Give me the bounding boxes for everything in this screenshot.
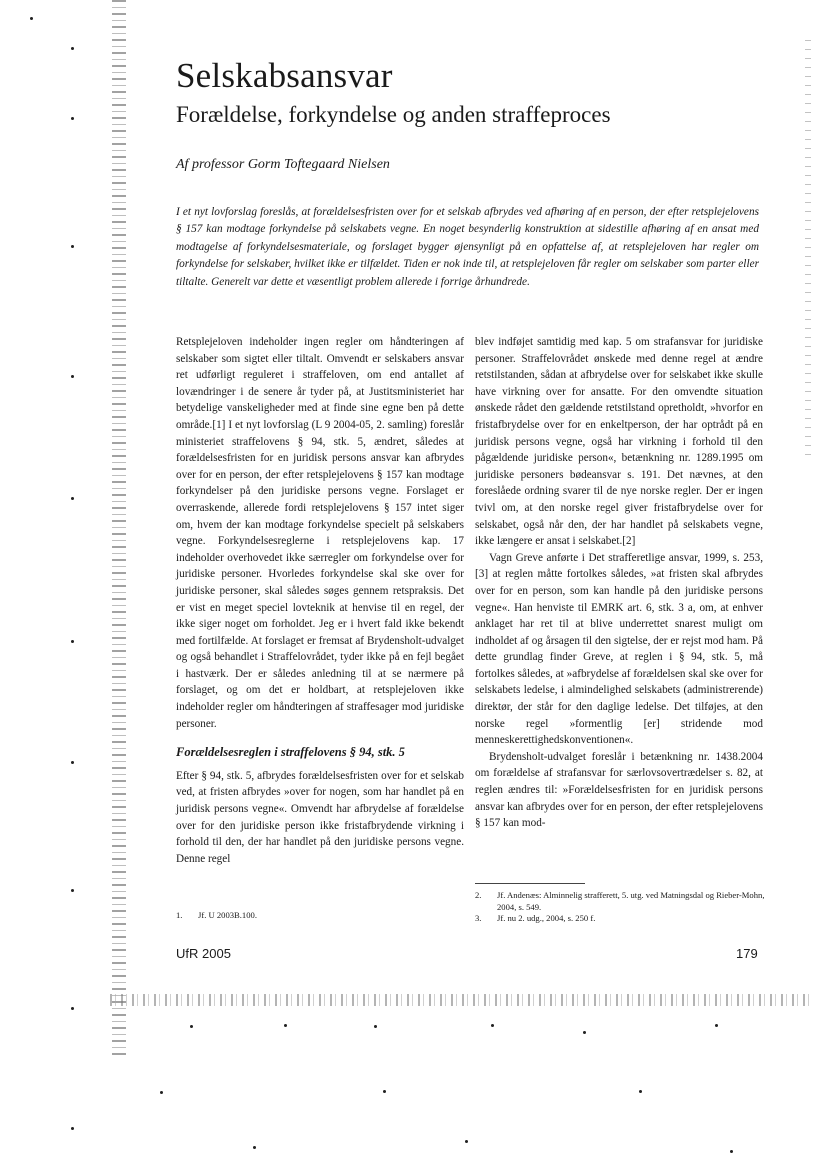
scan-speck [71,117,74,120]
scan-speck [491,1024,494,1027]
scan-speck [71,497,74,500]
scan-speck [71,375,74,378]
footnote-number: 1. [176,910,183,920]
paragraph: Retsplejeloven indeholder ingen regler om håndteringen af selskaber som sigtet eller tiltalt. Omvendt er selskabers ansvar ret udførligt reguleret i straffeloven, om end antallet af lovændringer i de senere år tyder på, at Justitsministeriet har betydelige vanskeligheder med at finde sine egne ben på dette område.[1] I et nyt lovforslag (L 9 2004-05, 2. samling) foreslår ministeriet straffelovens § 94, stk. 5, ændret, således at forældelsesfristen for en juridisk persons ansvar kan afbrydes over for en person, der efter retsplejelovens § 157 kan modtage forkyndelser på den juridiske persons vegne. Forslaget er overraskende, allerede fordi retsplejelovens § 157 intet siger om, hvem der kan modtage forkyndelse specielt på selskabers vegne. Forkyndelsesreglerne i retsplejelovens kap. 17 indeholder overhovedet ikke særregler om forkyndelse over for juridiske personer. Hvorledes forkyndelse skal ske over for juridiske personer, skal således søges gennem retspraksis. Det er vist en meget speciel lovteknik at henvise til en regel, der ikke siger noget om forholdet. Jeg er i hvert fald ikke bekendt med fortilfælde. At forslaget er fremsat af Brydensholt-udvalget og også behandlet i Straffelovrådet, tyder ikke på en fejl begået i hastværk. Der er således anledning til at se nærmere på forslaget, og om det er holdbart, at retsplejeloven ikke indeholder regler om håndteringen af straffesager mod juridiske personer. [176,336,464,730]
body-column-left [176,334,464,867]
scan-speck [160,1091,163,1094]
scan-binding-edge [112,0,126,1060]
scan-speck [71,47,74,50]
scan-speck [71,761,74,764]
scan-speck [71,1127,74,1130]
scan-speck [71,1007,74,1010]
footnote-3 [475,913,765,925]
scan-speck [715,1024,718,1027]
section-heading: Forældelsesreglen i straffelovens § 94, stk. 5 [176,745,405,760]
scan-speck [30,17,33,20]
footnotes-right [475,883,765,925]
footnote-2 [475,890,765,913]
footnote-1 [176,909,257,921]
lead-abstract: I et nyt lovforslag foreslås, at forældelsesfristen over for et selskab afbrydes ved afhøring af en person, der efter retsplejelovens § 157 kan modtage forkyndelse på selskabets vegne. En noget besynderlig konstruktion at sidestille afhøring af en ansat med modtagelse af forkyndelsesmateriale, og forslaget bygger øjensynligt på en opfattelse af, at retsplejeloven har regler om forkyndelse for selskaber, hvilket ikke er tilfældet. Tiden er nok inde til, at retsplejeloven får regler om selskaber som parter eller tiltalte. Generelt var dette et væsentligt problem allerede i forrige århundrede. [176,206,759,288]
scan-speck [639,1090,642,1093]
scan-speck [583,1031,586,1034]
footnote-divider [475,883,585,884]
scan-speck [730,1150,733,1153]
author-line: Af professor Gorm Toftegaard Nielsen [176,157,390,172]
article-subtitle: Forældelse, forkyndelse og anden straffeproces [176,102,611,127]
scan-speck [253,1146,256,1149]
footnote-text: Jf. nu 2. udg., 2004, s. 250 f. [497,913,596,923]
scan-speck [71,245,74,248]
footnote-number: 3. [475,913,482,923]
paragraph: blev indføjet samtidig med kap. 5 om strafansvar for juridiske personer. Straffelovrådet ønskede med denne regel at ændre retstilstanden, sådan at afbrydelse over for selskabet ikke skulle have virkning over for ansatte. For den omvendte situation ønskede rådet den gældende retstilstand opretholdt, »hvorfor en fristafbrydelse over for en enkeltperson, der har optrådt på en juridisk persons vegne, også har virkning i forhold til den pågældende juridiske person«, betænkning nr. 1289.1995 om juridiske personers bødeansvar s. 191. Det nævnes, at den foreslåede ordning svarer til de nye norske regler. Der er ingen tvivl om, at den norske regel giver fristafbrydelse over for selskabet, også når den, der har handlet på selskabets vegne, ikke længere er ansat i selskabet.[2] [475,336,763,548]
body-column-right [475,334,763,832]
page-number: 179 [736,946,758,961]
article-title: Selskabsansvar [176,56,393,95]
scan-speck [284,1024,287,1027]
footnote-text: Jf. Andenæs: Alminnelig strafferett, 5. utg. ved Matningsdal og Rieber-Mohn, 2004, s. 549. [497,890,765,912]
paragraph: Efter § 94, stk. 5, afbrydes forældelsesfristen over for et selskab ved, at fristen afbrydes »over for nogen, som har handlet på en juridisk persons vegne«. Omvendt har afbrydelse af forældelse over for den juridiske person ikke fristafbrydende virkning i forhold til den, der har handlet på den juridiske persons vegne. Denne regel [176,769,464,865]
paragraph: Vagn Greve anførte i Det strafferetlige ansvar, 1999, s. 253,[3] at reglen måtte fortolkes således, »at fristen skal afbrydes over for en person, som kan handle på den juridiske persons vegne«. Han henviste til EMRK art. 6, stk. 3 a, om, at enhver anklaget har ret til at blive underrettet snarest muligt om indholdet af og årsagen til den sigtelse, der er rejst mod ham. På dette grundlag finder Greve, at reglen i § 94, stk. 5, må fortolkes således, at »afbrydelse af forældelsen skal ske over for selskabets ledelse, i almindelighed selskabets (administrerende) direktør, der står for den daglige ledelse. Det tilføjes, at den norske regel »formentlig [er] stridende mod menneskerettighedskonventionen«. [475,551,763,747]
scan-speck [71,640,74,643]
scan-speck [465,1140,468,1143]
scan-speck [383,1090,386,1093]
scan-speck [374,1025,377,1028]
scan-speck [190,1025,193,1028]
paragraph: Brydensholt-udvalget foreslår i betænkning nr. 1438.2004 om forældelse af strafansvar for særlovsovertrædelser s. 82, at reglen ændres til: »Forældelsesfristen for en juridisk persons ansvar kan afbrydes over for en person, der efter retsplejelovens § 157 kan mod- [475,750,763,830]
scan-bottom-noise [110,994,810,1006]
scan-right-edge [805,40,811,460]
footnote-text: Jf. U 2003B.100. [198,910,257,920]
journal-footer: UfR 2005 [176,946,231,961]
footnote-number: 2. [475,890,482,900]
scan-speck [71,889,74,892]
